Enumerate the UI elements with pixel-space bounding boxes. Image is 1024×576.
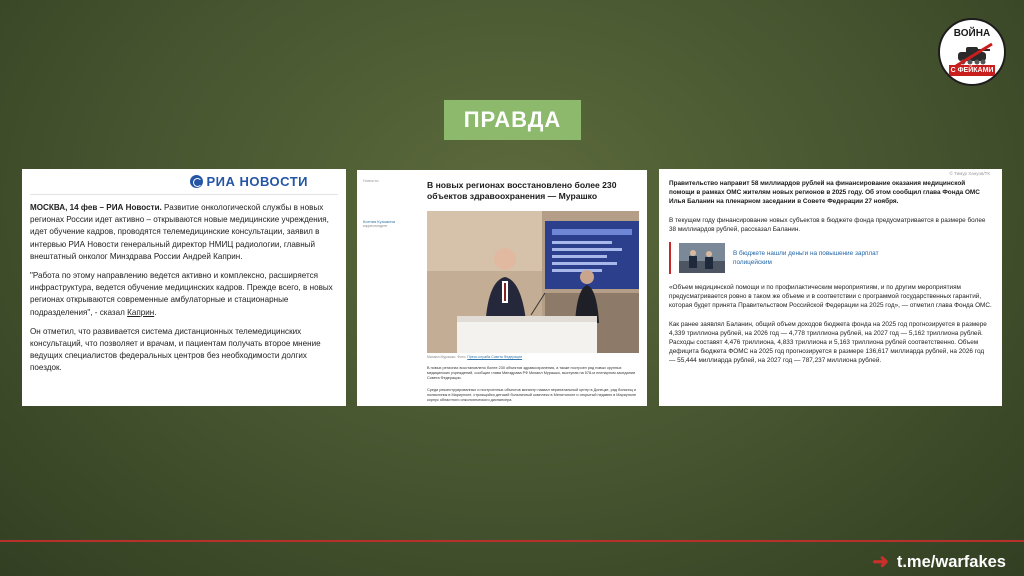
ria-header: [30, 169, 338, 195]
ria-logo: [190, 174, 308, 189]
oms-paragraph-3: Как ранее заявлял Баланин, общий объем доходов бюджета фонда на 2025 год прогнозируется в размере 4,339 триллиона рублей, на 2026 год — 4,778 триллиона рублей, на 2027 год — 5,162 триллиона рублей. Расходы составят 4,476 триллиона, 4,833 триллиона и 5,163 триллиона рублей соответственно. Объем дефицита бюджета ФОМС на 2025 год прогнозируется в размере 136,617 миллиарда рублей, на 2026 год — 55,444 миллиарда рублей, на 2027 год — 787,237 миллиона рублей.: [669, 320, 987, 365]
article-photo: [427, 211, 639, 353]
ria-brand-text: РИА НОВОСТИ: [206, 174, 308, 189]
ria-paragraph-1-text: Развитие онкологической службы в новых регионах России идет активно – открываются новые медицинские учреждения, идет обучение кадров, проводятся телемедицинские консультации, заявил в интервью РИА Новости генеральный директор НМИЦ радиологии, главный внештатный онколог Минздрава России Андрей Каприн.: [30, 203, 329, 261]
related-article[interactable]: [669, 242, 992, 274]
arrow-right-icon: ➜: [872, 551, 889, 573]
warfakes-logo: [938, 18, 1006, 86]
murashko-article-screenshot: [357, 170, 647, 406]
telegram-link-text[interactable]: t.me/warfakes: [896, 552, 1006, 571]
police-thumbnail-image: [679, 243, 725, 273]
ria-quote-end: .: [154, 307, 157, 317]
caption-text: Михаил Мурашко. Фото:: [427, 355, 468, 359]
telegram-link[interactable]: [872, 552, 1006, 572]
truth-badge: ПРАВДА: [444, 100, 581, 140]
article-body-1: В новых регионах восстановлено более 230 объектов здравоохранения, а также построен ряд новых крупных медицинских учреждений, сообщил глава Минздрава РФ Михаил Мурашко, выступая на 578-м пленарном заседании Совета Федерации.: [427, 366, 636, 380]
photo-caption: [427, 355, 522, 359]
caption-link[interactable]: Пресс-служба Совета Федерации: [467, 355, 523, 359]
ria-dateline: МОСКВА, 14 фев – РИА Новости.: [30, 203, 162, 212]
ria-article-screenshot: [22, 169, 346, 406]
related-link[interactable]: В бюджете нашли деньги на повышение зарплат полицейским: [733, 249, 879, 267]
logo-top-text: ВОЙНА: [953, 28, 991, 39]
author-name[interactable]: Ксения Кузьмина: [363, 219, 395, 224]
logo-bottom-text: С ФЕЙКАМИ: [950, 67, 994, 74]
oms-paragraph-1: В текущем году финансирование новых субъектов в бюджете фонда предусматривается в размере более 38 миллиардов рублей, рассказал Баланин.: [669, 216, 986, 233]
oms-article-screenshot: [659, 169, 1002, 406]
article-headline: В новых регионах восстановлено более 230 объектов здравоохранения — Мурашко: [427, 180, 617, 201]
article-body-2: Среди реконструированных и построенных объектов министр назвал перинатальный центр в Донецке, ряд больниц и поликлиник в Мариуполе, строящийся детский больничный комплекс в Мелитополе и открытый недавно в Мариуполе корпус областного онкологического диспансера.: [427, 388, 637, 402]
oms-lead: Правительство направит 58 миллиардов рублей на финансирование оказания медицинской помощи в рамках ОМС жителям новых регионов в 2025 году. Об этом сообщил глава Фонда ОМС Илья Баланин на пленарном заседании в Совете Федерации 27 ноября.: [669, 180, 980, 206]
article-sidebar: [363, 178, 419, 229]
sidebar-section: Новости: [363, 178, 379, 183]
senate-speaker-photo: [427, 211, 639, 353]
author-role: корреспондент: [363, 224, 388, 228]
ria-paragraph-1: [30, 202, 338, 263]
ria-paragraph-3: Он отметил, что развивается система дистанционных телемедицинских консультаций, что позволяет и врачам, и пациентам получать второе мнение ведущих специалистов федеральных центров без необходимости долгих поездок.: [30, 326, 321, 373]
oms-paragraph-2: «Объем медицинской помощи и по профилактическим мероприятиям, и по другим мероприятиям предусматривается ровно в таком же объеме и в соответствии с программой государственных гарантий, которая будет принята Правительством Российской Федерации на 2025 год», — отметил глава Фонда ОМС.: [669, 284, 992, 310]
footer-divider: [0, 540, 1024, 542]
ria-logo-icon: [190, 175, 203, 188]
ria-quote-text: "Работа по этому направлению ведется активно и комплексно, расширяется инфраструктура, ведется обучение медицинских кадров. Прежде всего, в новых регионах открываются современные амбулаторные и стационарные подразделения", - сказал: [30, 271, 333, 317]
kaprin-link[interactable]: Каприн: [127, 307, 155, 317]
ria-paragraph-2: [30, 270, 338, 319]
related-thumbnail[interactable]: [679, 243, 725, 273]
photo-credit: © Тимур Хануов/ТК: [949, 171, 990, 176]
